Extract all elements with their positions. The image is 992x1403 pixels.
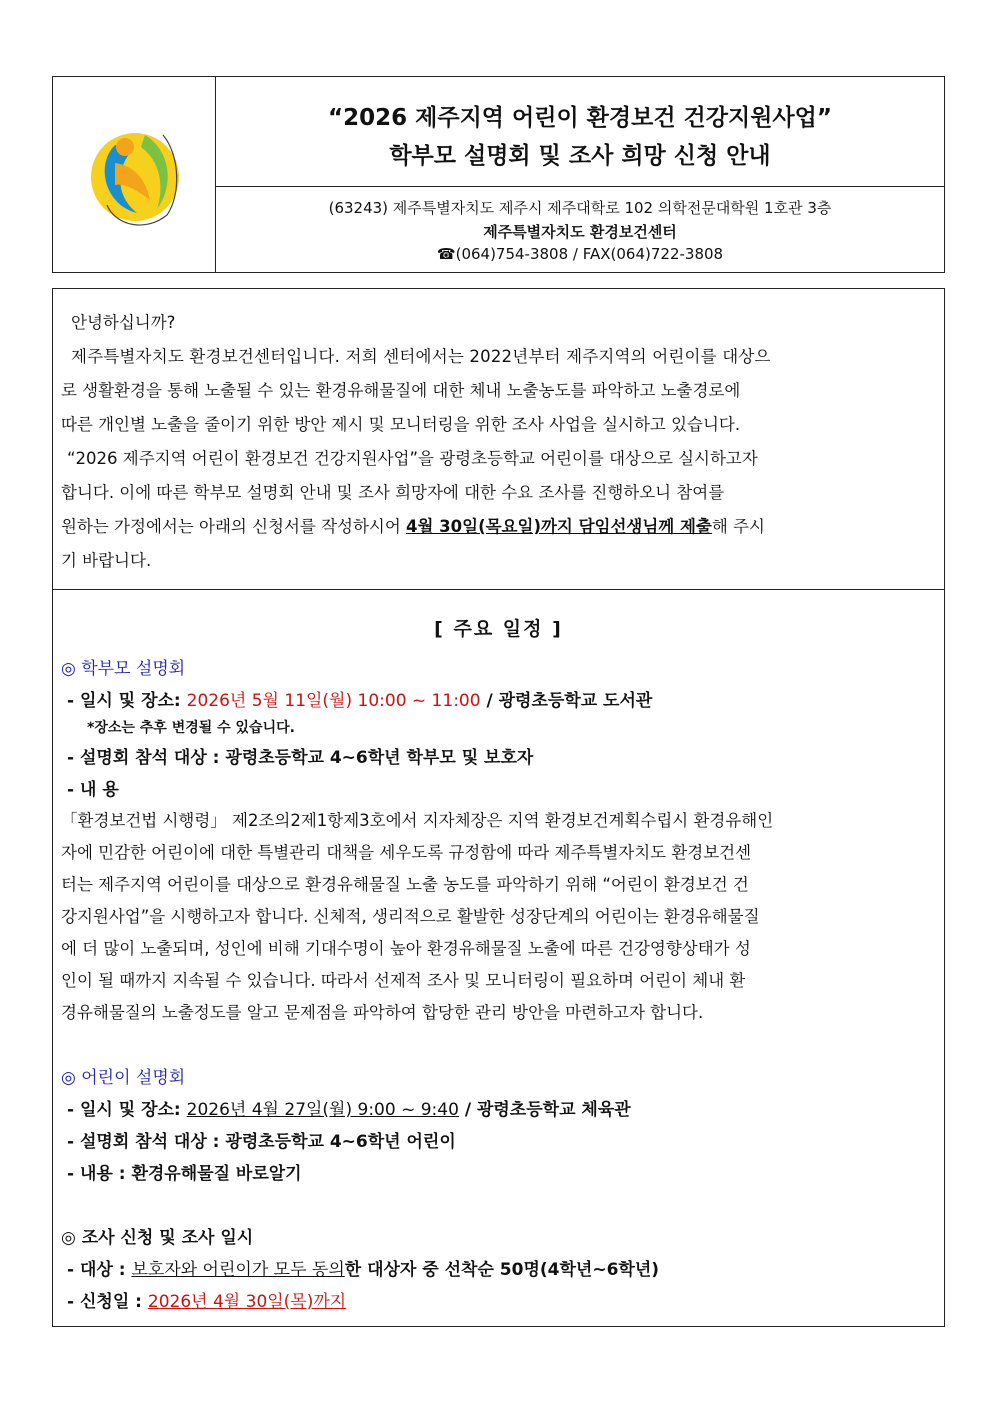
label: - 일시 및 장소: <box>67 1100 187 1120</box>
header-table <box>52 76 945 273</box>
parent-target: - 설명회 참석 대상 : 광령초등학교 4~6학년 학부모 및 보호자 <box>67 748 534 768</box>
label: - 일시 및 장소: <box>67 691 187 711</box>
survey-deadline-value: 2026년 4월 30일(목)까지 <box>147 1292 347 1312</box>
intro-line: 로 생활환경을 통해 노출될 수 있는 환경유해물질에 대한 체내 노출농도를 파악하고 노출경로에 <box>61 381 741 400</box>
parent-content-label: - 내 용 <box>67 780 119 800</box>
parent-datetime-value: 2026년 5월 11일(월) 10:00 ~ 11:00 <box>186 691 481 711</box>
intro-line: 기 바랍니다. <box>61 551 152 570</box>
intro-line: 제주특별자치도 환경보건센터입니다. 저희 센터에서는 2022년부터 제주지역의 어린이를 대상으 <box>71 347 771 366</box>
schedule-box <box>52 590 945 1327</box>
child-target: - 설명회 참석 대상 : 광령초등학교 4~6학년 어린이 <box>67 1132 456 1152</box>
intro-line-emphasis <box>61 513 936 537</box>
address-text: (63243) 제주특별자치도 제주시 제주대학로 102 의학전문대학원 1호관 3층 <box>328 199 832 217</box>
parent-body-line: 에 더 많이 노출되며, 성인에 비해 기대수명이 높아 환경유해물질 노출에 따른 건강영향상태가 성 <box>61 939 751 958</box>
address-cell <box>216 187 944 272</box>
parent-heading: ◎ 학부모 설명회 <box>61 659 186 679</box>
intro-text: 해 주시 <box>711 517 765 536</box>
deadline-emphasis: 4월 30일(목요일)까지 담임선생님께 제출 <box>406 517 712 536</box>
survey-target <box>67 1255 659 1280</box>
title-cell <box>216 77 944 187</box>
parent-body-line: 인이 될 때까지 지속될 수 있습니다. 따라서 선제적 조사 및 모니터링이 필요하며 어린이 체내 환 <box>61 971 746 990</box>
parent-body-line: 강지원사업”을 시행하고자 합니다. 신체적, 생리적으로 활발한 성장단계의 어린이는 환경유해물질 <box>61 907 760 926</box>
parent-body-line: 자에 민감한 어린이에 대한 특별관리 대책을 세우도록 규정함에 따라 제주특별자치도 환경보건센 <box>61 843 752 862</box>
child-content: - 내용 : 환경유해물질 바로알기 <box>67 1164 302 1184</box>
survey-target-rest: 한 대상자 중 선착순 50명(4학년~6학년) <box>344 1260 660 1280</box>
intro-box <box>52 288 945 590</box>
environmental-health-logo-icon <box>75 105 195 245</box>
parent-body-line: 「환경보건법 시행령」 제2조의2제1항제3호에서 지자체장은 지역 환경보건계획수립시 환경유해인 <box>61 811 774 830</box>
intro-line: “2026 제주지역 어린이 환경보건 건강지원사업”을 광령초등학교 어린이를 대상으로 실시하고자 <box>67 449 758 468</box>
survey-heading: ◎ 조사 신청 및 조사 일시 <box>61 1228 254 1248</box>
intro-line: 합니다. 이에 따른 학부모 설명회 안내 및 조사 희망자에 대한 수요 조사를 진행하오니 참여를 <box>61 483 725 502</box>
parent-body-line: 경유해물질의 노출정도를 알고 문제점을 파악하여 합당한 관리 방안을 마련하고자 합니다. <box>61 1003 704 1022</box>
child-datetime-value: 2026년 4월 27일(월) 9:00 ~ 9:40 <box>186 1100 459 1120</box>
intro-text: 원하는 가정에서는 아래의 신청서를 작성하시어 <box>61 517 407 536</box>
parent-datetime <box>67 686 652 711</box>
label: - 신청일 : <box>67 1292 148 1312</box>
parent-note: *장소는 추후 변경될 수 있습니다. <box>87 720 295 736</box>
document-title-line1: “2026 제주지역 어린이 환경보건 건강지원사업” <box>328 105 832 131</box>
survey-consent-emphasis: 보호자와 어린이가 모두 동의 <box>131 1260 345 1280</box>
intro-line: 따른 개인별 노출을 줄이기 위한 방안 제시 및 모니터링을 위한 조사 사업을 실시하고 있습니다. <box>61 415 741 434</box>
child-place: / 광령초등학교 체육관 <box>458 1100 631 1120</box>
document-title-line2: 학부모 설명회 및 조사 희망 신청 안내 <box>389 143 771 169</box>
contact-text: ☎(064)754-3808 / FAX(064)722-3808 <box>436 245 724 263</box>
greeting: 안녕하십니까? <box>71 313 176 332</box>
parent-place: / 광령초등학교 도서관 <box>480 691 653 711</box>
parent-body-line: 터는 제주지역 어린이를 대상으로 환경유해물질 노출 농도를 파악하기 위해 “어린이 환경보건 건 <box>61 875 749 894</box>
child-heading: ◎ 어린이 설명회 <box>61 1068 186 1088</box>
schedule-title: [ 주요 일정 ] <box>434 618 563 640</box>
label: - 대상 : <box>67 1260 132 1280</box>
logo-cell <box>53 77 216 272</box>
survey-deadline <box>67 1287 346 1312</box>
child-datetime <box>67 1095 631 1120</box>
org-name: 제주특별자치도 환경보건센터 <box>483 223 677 241</box>
